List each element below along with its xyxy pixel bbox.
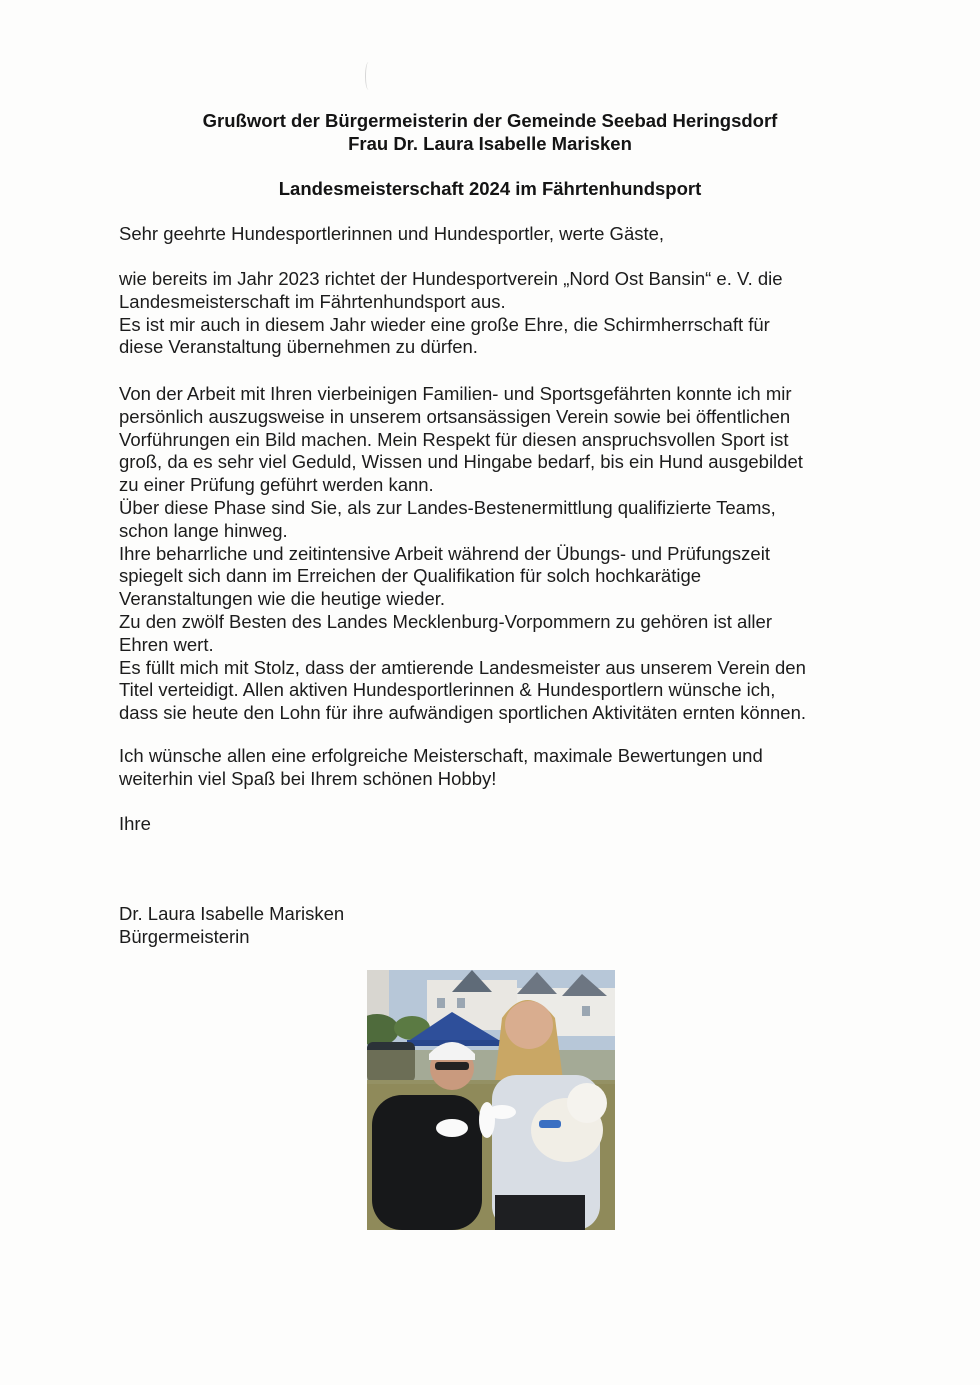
signature-title: Bürgermeisterin — [119, 925, 250, 947]
paragraph-line: Ehren wert. — [119, 633, 214, 655]
document-title-line1: Grußwort der Bürgermeisterin der Gemeinde Seebad Heringsdorf — [202, 110, 778, 131]
paragraph-line: Ich wünsche allen eine erfolgreiche Meisterschaft, maximale Bewertungen und — [119, 745, 763, 766]
paragraph-line: Von der Arbeit mit Ihren vierbeinigen Familien- und Sportsgefährten konnte ich mir — [119, 383, 792, 404]
paragraph-line: schon lange hinweg. — [119, 519, 288, 541]
photo-illustration — [367, 970, 615, 1230]
paragraph-line: Es ist mir auch in diesem Jahr wieder eine große Ehre, die Schirmherrschaft für — [119, 313, 770, 335]
paragraph-line: wie bereits im Jahr 2023 richtet der Hundesportverein „Nord Ost Bansin“ e. V. die — [119, 268, 783, 289]
paragraph-3 — [119, 745, 879, 791]
paragraph-line: Es füllt mich mit Stolz, dass der amtierende Landesmeister aus unserem Verein den — [119, 656, 806, 678]
paragraph-line: spiegelt sich dann im Erreichen der Qualifikation für solch hochkarätige — [119, 565, 702, 587]
paragraph-line: persönlich auszugsweise in unserem ortsansässigen Verein sowie bei öffentlichen — [119, 405, 791, 427]
paragraph-line: Zu den zwölf Besten des Landes Mecklenburg-Vorpommern zu gehören ist aller — [119, 610, 772, 632]
paragraph-line: weiterhin viel Spaß bei Ihrem schönen Hobby! — [119, 767, 497, 789]
signature-name: Dr. Laura Isabelle Marisken — [119, 903, 345, 924]
paragraph-line: Titel verteidigt. Allen aktiven Hundesportlerinnen & Hundesportlern wünsche ich, — [119, 679, 776, 701]
signature-block — [119, 903, 879, 949]
two-women-with-dog-photo — [367, 970, 615, 1230]
paragraph-line: dass sie heute den Lohn für ihre aufwändigen sportlichen Aktivitäten ernten können. — [119, 702, 807, 724]
paragraph-1 — [119, 268, 879, 359]
document-title-line2: Frau Dr. Laura Isabelle Marisken — [348, 133, 632, 154]
paragraph-line: Ihre beharrliche und zeitintensive Arbeit während der Übungs- und Prüfungszeit — [119, 542, 770, 564]
paragraph-line: Über diese Phase sind Sie, als zur Landes-Bestenermittlung qualifizierte Teams, — [119, 496, 776, 518]
paragraph-line: groß, da es sehr viel Geduld, Wissen und Hingabe bedarf, bis ein Hund ausgebildet — [119, 451, 803, 473]
paragraph-line: Landesmeisterschaft im Fährtenhundsport aus. — [119, 290, 506, 312]
paragraph-2 — [119, 383, 879, 725]
scan-artifact — [365, 62, 372, 90]
paragraph-line: Veranstaltungen wie die heutige wieder. — [119, 588, 446, 610]
salutation: Sehr geehrte Hundesportlerinnen und Hundesportler, werte Gäste, — [119, 223, 665, 244]
paragraph-line: diese Veranstaltung übernehmen zu dürfen. — [119, 336, 478, 358]
closing: Ihre — [119, 813, 151, 834]
paragraph-line: zu einer Prüfung geführt werden kann. — [119, 474, 434, 496]
paragraph-line: Vorführungen ein Bild machen. Mein Respekt für diesen anspruchsvollen Sport ist — [119, 428, 789, 450]
document-subtitle: Landesmeisterschaft 2024 im Fährtenhundsport — [278, 178, 702, 199]
